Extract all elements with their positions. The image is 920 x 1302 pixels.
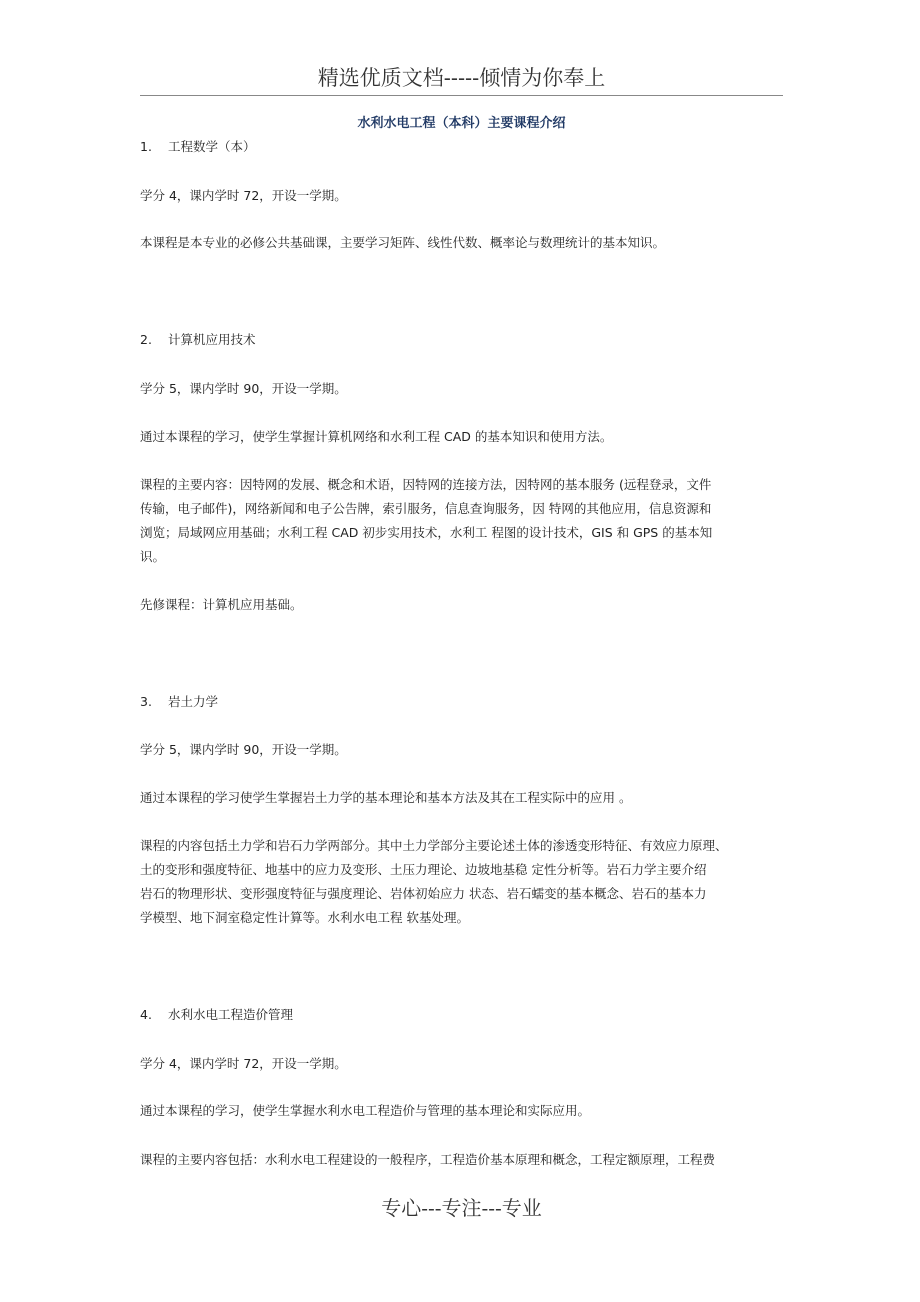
course-2-heading — [140, 328, 783, 352]
course-2-credit: 学分 5，课内学时 90，开设一学期。 — [140, 381, 347, 396]
paragraph-line: 浏览；局域网应用基础；水利工程 CAD 初步实用技术，水利工 程图的设计技术，GIS 和 GPS 的基本知 — [140, 525, 713, 540]
course-1-heading — [140, 135, 783, 159]
course-2-paragraph-3 — [140, 593, 783, 617]
course-4-heading — [140, 1003, 783, 1027]
course-4-name: 水利水电工程造价管理 — [168, 1007, 294, 1022]
course-4-number: 4. — [140, 1007, 152, 1022]
course-2-paragraph-2 — [140, 473, 783, 569]
paragraph-line: 通过本课程的学习使学生掌握岩土力学的基本理论和基本方法及其在工程实际中的应用 。 — [140, 790, 632, 805]
paragraph-line: 通过本课程的学习，使学生掌握水利水电工程造价与管理的基本理论和实际应用。 — [140, 1103, 591, 1118]
course-1-paragraph-1 — [140, 231, 783, 255]
paragraph-line: 岩石的物理形状、变形强度特征与强度理论、岩体初始应力 状态、岩石蠕变的基本概念、岩石的基本力 — [140, 886, 707, 901]
course-3-name: 岩土力学 — [168, 694, 219, 709]
paragraph-line: 传输，电子邮件)，网络新闻和电子公告牌，索引服务，信息查询服务，因 特网的其他应用，信息资源和 — [140, 501, 712, 516]
document-title: 水利水电工程（本科）主要课程介绍 — [357, 116, 566, 131]
header-divider — [140, 95, 783, 96]
paragraph-line: 先修课程：计算机应用基础。 — [140, 597, 303, 612]
page-footer: 专心---专注---专业 — [381, 1196, 542, 1220]
course-4-paragraph-2 — [140, 1148, 783, 1172]
paragraph-line: 学模型、地下洞室稳定性计算等。水利水电工程 软基处理。 — [140, 910, 469, 925]
course-3-number: 3. — [140, 694, 152, 709]
course-3-credit: 学分 5，课内学时 90，开设一学期。 — [140, 742, 347, 757]
course-2-paragraph-1 — [140, 425, 783, 449]
course-2-name: 计算机应用技术 — [168, 332, 256, 347]
page-header: 精选优质文档-----倾情为你奉上 — [317, 66, 606, 90]
course-4-credit: 学分 4，课内学时 72，开设一学期。 — [140, 1056, 347, 1071]
course-4-paragraph-1 — [140, 1099, 783, 1123]
course-1-number: 1. — [140, 139, 152, 154]
course-2-number: 2. — [140, 332, 152, 347]
course-1-credit: 学分 4，课内学时 72，开设一学期。 — [140, 188, 347, 203]
course-3-paragraph-2 — [140, 834, 783, 930]
course-1-name: 工程数学（本） — [168, 139, 256, 154]
course-3-heading — [140, 690, 783, 714]
paragraph-line: 土的变形和强度特征、地基中的应力及变形、土压力理论、边坡地基稳 定性分析等。岩石力学主要介绍 — [140, 862, 707, 877]
course-3-paragraph-1 — [140, 786, 783, 810]
paragraph-line: 课程的主要内容：因特网的发展、概念和术语，因特网的连接方法，因特网的基本服务 (远程登录，文件 — [140, 477, 712, 492]
paragraph-line: 课程的主要内容包括：水利水电工程建设的一般程序，工程造价基本原理和概念，工程定额原理，工程费 — [140, 1152, 716, 1167]
paragraph-line: 通过本课程的学习，使学生掌握计算机网络和水利工程 CAD 的基本知识和使用方法。 — [140, 429, 613, 444]
paragraph-line: 识。 — [140, 549, 166, 564]
paragraph-line: 本课程是本专业的必修公共基础课，主要学习矩阵、线性代数、概率论与数理统计的基本知识。 — [140, 235, 666, 250]
paragraph-line: 课程的内容包括土力学和岩石力学两部分。其中土力学部分主要论述土体的渗透变形特征、有效应力原理、 — [140, 838, 728, 853]
